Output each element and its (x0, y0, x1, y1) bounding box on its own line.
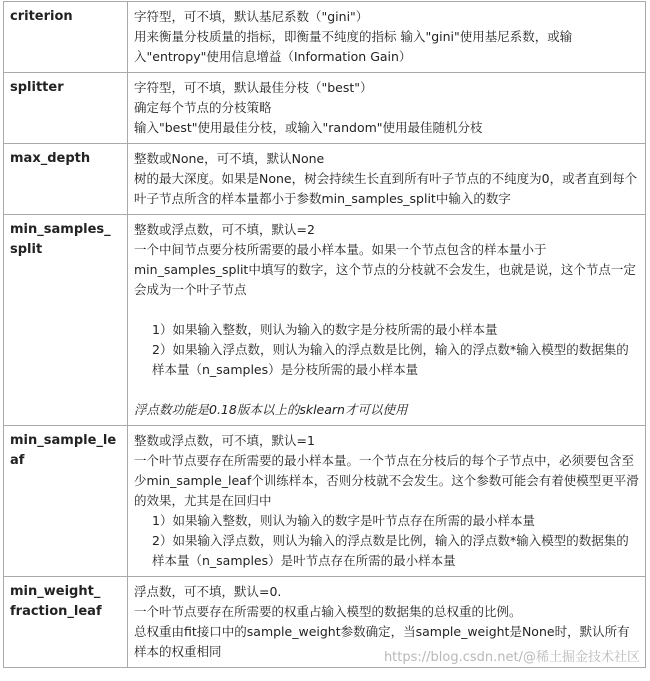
description-line: 浮点数，可不填，默认=0. (134, 584, 282, 599)
parameter-name-line: fraction_leaf (10, 604, 102, 619)
description-line: 一个叶节点要存在所需要的权重占输入模型的数据集的总权重的比例。 (134, 604, 522, 619)
parameter-name-line: min_weight_ (10, 584, 101, 599)
parameter-table-body (4, 2, 646, 668)
description-line: 树的最大深度。如果是None，树会持续生长直到所有叶子节点的不纯度为0，或者直到每个叶子节点所含的样本量都小于参数min_samples_split中输入的数字 (134, 171, 638, 206)
parameter-name-line: min_sample_leaf (10, 433, 117, 468)
description-line: 2）如果输入浮点数，则认为输入的浮点数是比例，输入的浮点数*输入模型的数据集的样本量（n_samples）是分枝所需的最小样本量 (152, 342, 629, 377)
description-line: 1）如果输入整数，则认为输入的数字是分枝所需的最小样本量 (152, 322, 498, 337)
parameter-name (4, 215, 128, 426)
watermark: https://blog.csdn.net/@稀土掘金技术社区 (383, 650, 640, 665)
parameter-description (128, 215, 646, 426)
description-line: 总权重由fit接口中的sample_weight参数确定，当sample_weight是None时，默认所有样本的权重相同 (134, 624, 630, 659)
description-line: 字符型，可不填，默认基尼系数（"gini"） (134, 9, 369, 24)
parameter-row (4, 73, 646, 144)
parameter-name-line: split (10, 242, 43, 257)
parameter-description (128, 2, 646, 73)
parameter-row (4, 144, 646, 215)
description-line: 1）如果输入整数，则认为输入的数字是叶节点存在所需的最小样本量 (152, 513, 535, 528)
description-line: 整数或浮点数，可不填，默认=2 (134, 222, 315, 237)
parameter-table (3, 1, 646, 668)
description-line: 输入"best"使用最佳分枝，或输入"random"使用最佳随机分枝 (134, 120, 483, 135)
description-line: 整数或浮点数，可不填，默认=1 (134, 433, 315, 448)
parameter-name-line: criterion (10, 9, 73, 24)
description-line: 确定每个节点的分枝策略 (134, 100, 272, 115)
description-note: 浮点数功能是0.18版本以上的sklearn才可以使用 (134, 402, 408, 417)
description-line: 用来衡量分枝质量的指标，即衡量不纯度的指标 输入"gini"使用基尼系数，或输入"entropy"使用信息增益（Information Gain） (134, 29, 573, 64)
description-line: 字符型，可不填，默认最佳分枝（"best"） (134, 80, 373, 95)
parameter-name-line: min_samples_ (10, 222, 111, 237)
parameter-row (4, 215, 646, 426)
parameter-row (4, 426, 646, 577)
parameter-description (128, 144, 646, 215)
parameter-name-line: splitter (10, 80, 64, 95)
parameter-name (4, 577, 128, 668)
blank-line (134, 380, 641, 400)
parameter-name (4, 73, 128, 144)
description-line: 一个中间节点要分枝所需要的最小样本量。如果一个节点包含的样本量小于min_samples_split中填写的数字，这个节点的分枝就不会发生，也就是说，这个节点一定会成为一个叶子节点 (134, 242, 636, 297)
description-line: 整数或None，可不填，默认None (134, 151, 325, 166)
parameter-description (128, 73, 646, 144)
description-line: 一个叶节点要存在所需要的最小样本量。一个节点在分枝后的每个子节点中，必须要包含至少min_sample_leaf个训练样本，否则分枝就不会发生。这个参数可能会有着使模型更平滑的效果，尤其是在回归中 (134, 453, 639, 508)
parameter-name-line: max_depth (10, 151, 91, 166)
parameter-name (4, 2, 128, 73)
parameter-name (4, 426, 128, 577)
parameter-name (4, 144, 128, 215)
parameter-row (4, 2, 646, 73)
parameter-description (128, 426, 646, 577)
description-line: 2）如果输入浮点数，则认为输入的浮点数是比例，输入的浮点数*输入模型的数据集的样本量（n_samples）是叶节点存在所需的最小样本量 (152, 533, 629, 568)
blank-line (134, 300, 641, 320)
